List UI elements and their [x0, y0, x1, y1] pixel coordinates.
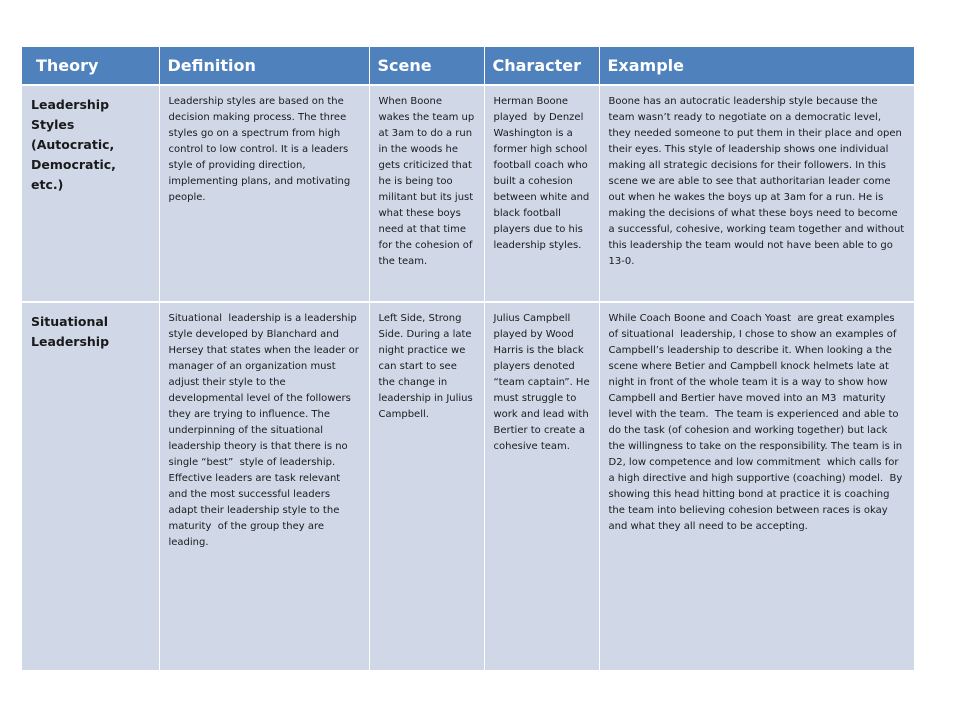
example-text: Boone has an autocratic leadership style because the team wasn’t ready to negotiate on a democratic level, they needed someone to put them in their place and open their eyes. This style of leadership shows one individual making all strategic decisions for their followers. In this scene we are able to see that authoritarian leader come out when he wakes the boys up at 3am for a run. He is making the decisions of what these boys need to become a successful, cohesive, working team together and without this leadership the team would not have been able to go 13-0.	[608, 96, 908, 267]
definition-cell	[159, 302, 369, 670]
scene-text: Left Side, Strong Side. During a late night practice we can start to see the change in leadership in Julius Campbell.	[378, 313, 476, 420]
header-definition: Definition	[159, 47, 369, 85]
table-row	[22, 302, 914, 670]
theory-text: Situational Leadership	[31, 314, 110, 349]
table-header	[22, 47, 914, 85]
example-text: While Coach Boone and Coach Yoast are great examples of situational leadership, I chose to show an examples of Campbell’s leadership to describe it. When looking a the scene where Betier and Campbell knock helmets late at night in front of the whole team it is a way to show how Campbell and Bertier have moved into an M3 maturity level with the team. The team is experienced and able to do the task (of cohesion and working together) but lack the willingness to take on the responsibility. The team is in D2, low competence and low commitment which calls for a high directive and high supportive (coaching) model. By showing this head hitting bond at practice it is coaching the team into believing cohesion between races is okay and what they all need to be accepting.	[608, 313, 906, 532]
scene-text: When Boone wakes the team up at 3am to do a run in the woods he gets criticized that he is being too militant but its just what these boys need at that time for the cohesion of the team.	[378, 96, 479, 267]
header-theory: Theory	[22, 47, 159, 85]
leadership-theory-table	[22, 47, 914, 670]
character-cell	[484, 85, 599, 302]
header-example: Example	[599, 47, 914, 85]
scene-cell	[369, 85, 484, 302]
definition-text: Leadership styles are based on the decision making process. The three styles go on a spectrum from high control to low control. It is a leaders style of providing direction, implementing plans, and motivating people.	[168, 96, 354, 203]
header-scene: Scene	[369, 47, 484, 85]
definition-text: Situational leadership is a leadership style developed by Blanchard and Hersey that states when the leader or manager of an organization must adjust their style to the developmental level of the followers they are trying to influence. The underpinning of the situational leadership theory is that there is no single “best” style of leadership. Effective leaders are task relevant and the most successful leaders adapt their leadership style to the maturity of the group they are leading.	[168, 313, 362, 548]
character-cell	[484, 302, 599, 670]
character-text: Herman Boone played by Denzel Washington is a former high school football coach who built a cohesion between white and black football players due to his leadership styles.	[493, 96, 593, 251]
theory-cell	[22, 302, 159, 670]
definition-cell	[159, 85, 369, 302]
table-row	[22, 85, 914, 302]
character-text: Julius Campbell played by Wood Harris is the black players denoted “team captain”. He must struggle to work and lead with Bertier to create a cohesive team.	[493, 313, 593, 452]
example-cell	[599, 302, 914, 670]
table-body	[22, 85, 914, 670]
scene-cell	[369, 302, 484, 670]
theory-cell	[22, 85, 159, 302]
example-cell	[599, 85, 914, 302]
theory-text: Leadership Styles (Autocratic, Democratic, etc.)	[31, 97, 116, 192]
header-character: Character	[484, 47, 599, 85]
header-row	[22, 47, 914, 85]
